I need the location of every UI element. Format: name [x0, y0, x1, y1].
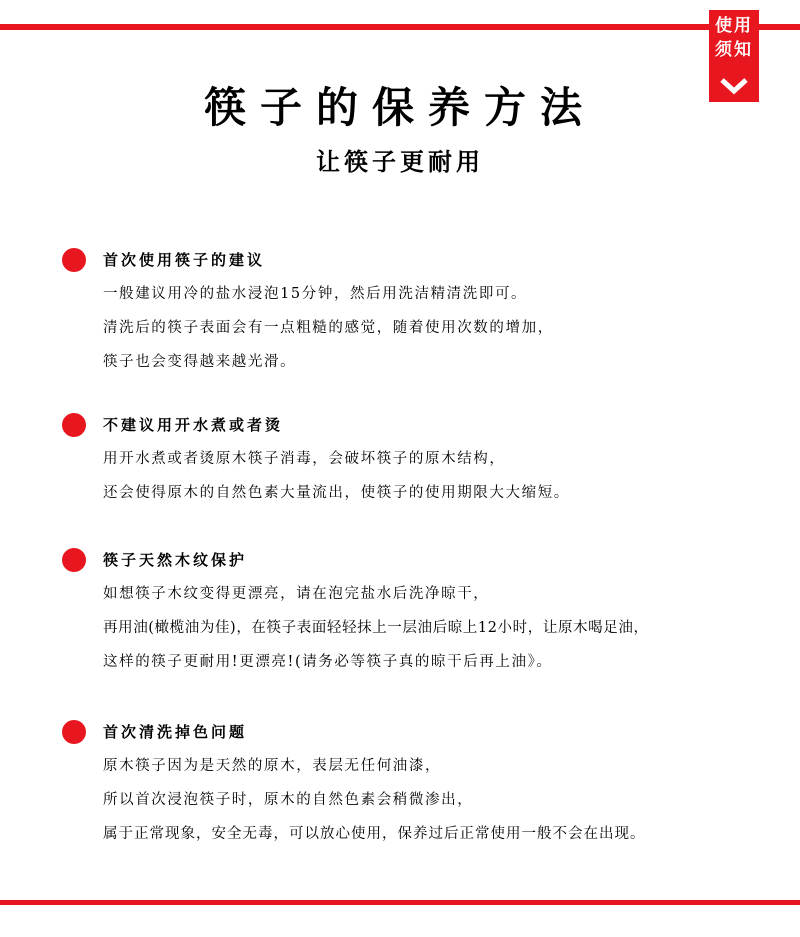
section-text-line: 如想筷子木纹变得更漂亮，请在泡完盐水后洗净晾干， — [103, 586, 490, 602]
section-text-line: 筷子也会变得越来越光滑。 — [103, 354, 297, 370]
page-subtitle: 让筷子更耐用 — [316, 147, 484, 176]
bullet-dot — [62, 413, 86, 437]
bottom-divider — [0, 900, 800, 905]
section-heading: 筷子天然木纹保护 — [103, 551, 248, 569]
bullet-dot — [62, 548, 86, 572]
section-text-line: 用开水煮或者烫原木筷子消毒，会破坏筷子的原木结构， — [103, 451, 506, 467]
section-text-line: 还会使得原木的自然色素大量流出，使筷子的使用期限大大缩短。 — [103, 485, 570, 501]
section-heading: 不建议用开水煮或者烫 — [103, 416, 284, 434]
top-divider — [0, 24, 800, 30]
section-text-line: 清洗后的筷子表面会有一点粗糙的感觉，随着使用次数的增加， — [103, 320, 554, 336]
section-text-line: 所以首次浸泡筷子时，原木的自然色素会稍微渗出， — [103, 792, 474, 808]
section-text-line: 这样的筷子更耐用!更漂亮!(请务必等筷子真的晾干后再上油》。 — [103, 654, 553, 670]
tag-line-1: 使用 — [715, 16, 753, 36]
section-text-line: 一般建议用冷的盐水浸泡15分钟，然后用洗洁精清洗即可。 — [103, 286, 528, 302]
page-title: 筷子的保养方法 — [203, 83, 596, 132]
section-heading: 首次清洗掉色问题 — [103, 723, 248, 741]
section-text-line: 再用油(橄榄油为佳)，在筷子表面轻轻抹上一层油后晾上12小时，让原木喝足油， — [103, 620, 649, 636]
tag-line-2: 须知 — [715, 40, 753, 60]
bullet-dot — [62, 720, 86, 744]
section-text-line: 原木筷子因为是天然的原木，表层无任何油漆， — [103, 758, 442, 774]
section-text-line: 属于正常现象，安全无毒，可以放心使用，保养过后正常使用一般不会在出现。 — [103, 826, 646, 842]
section-heading: 首次使用筷子的建议 — [103, 251, 266, 269]
bullet-dot — [62, 248, 86, 272]
